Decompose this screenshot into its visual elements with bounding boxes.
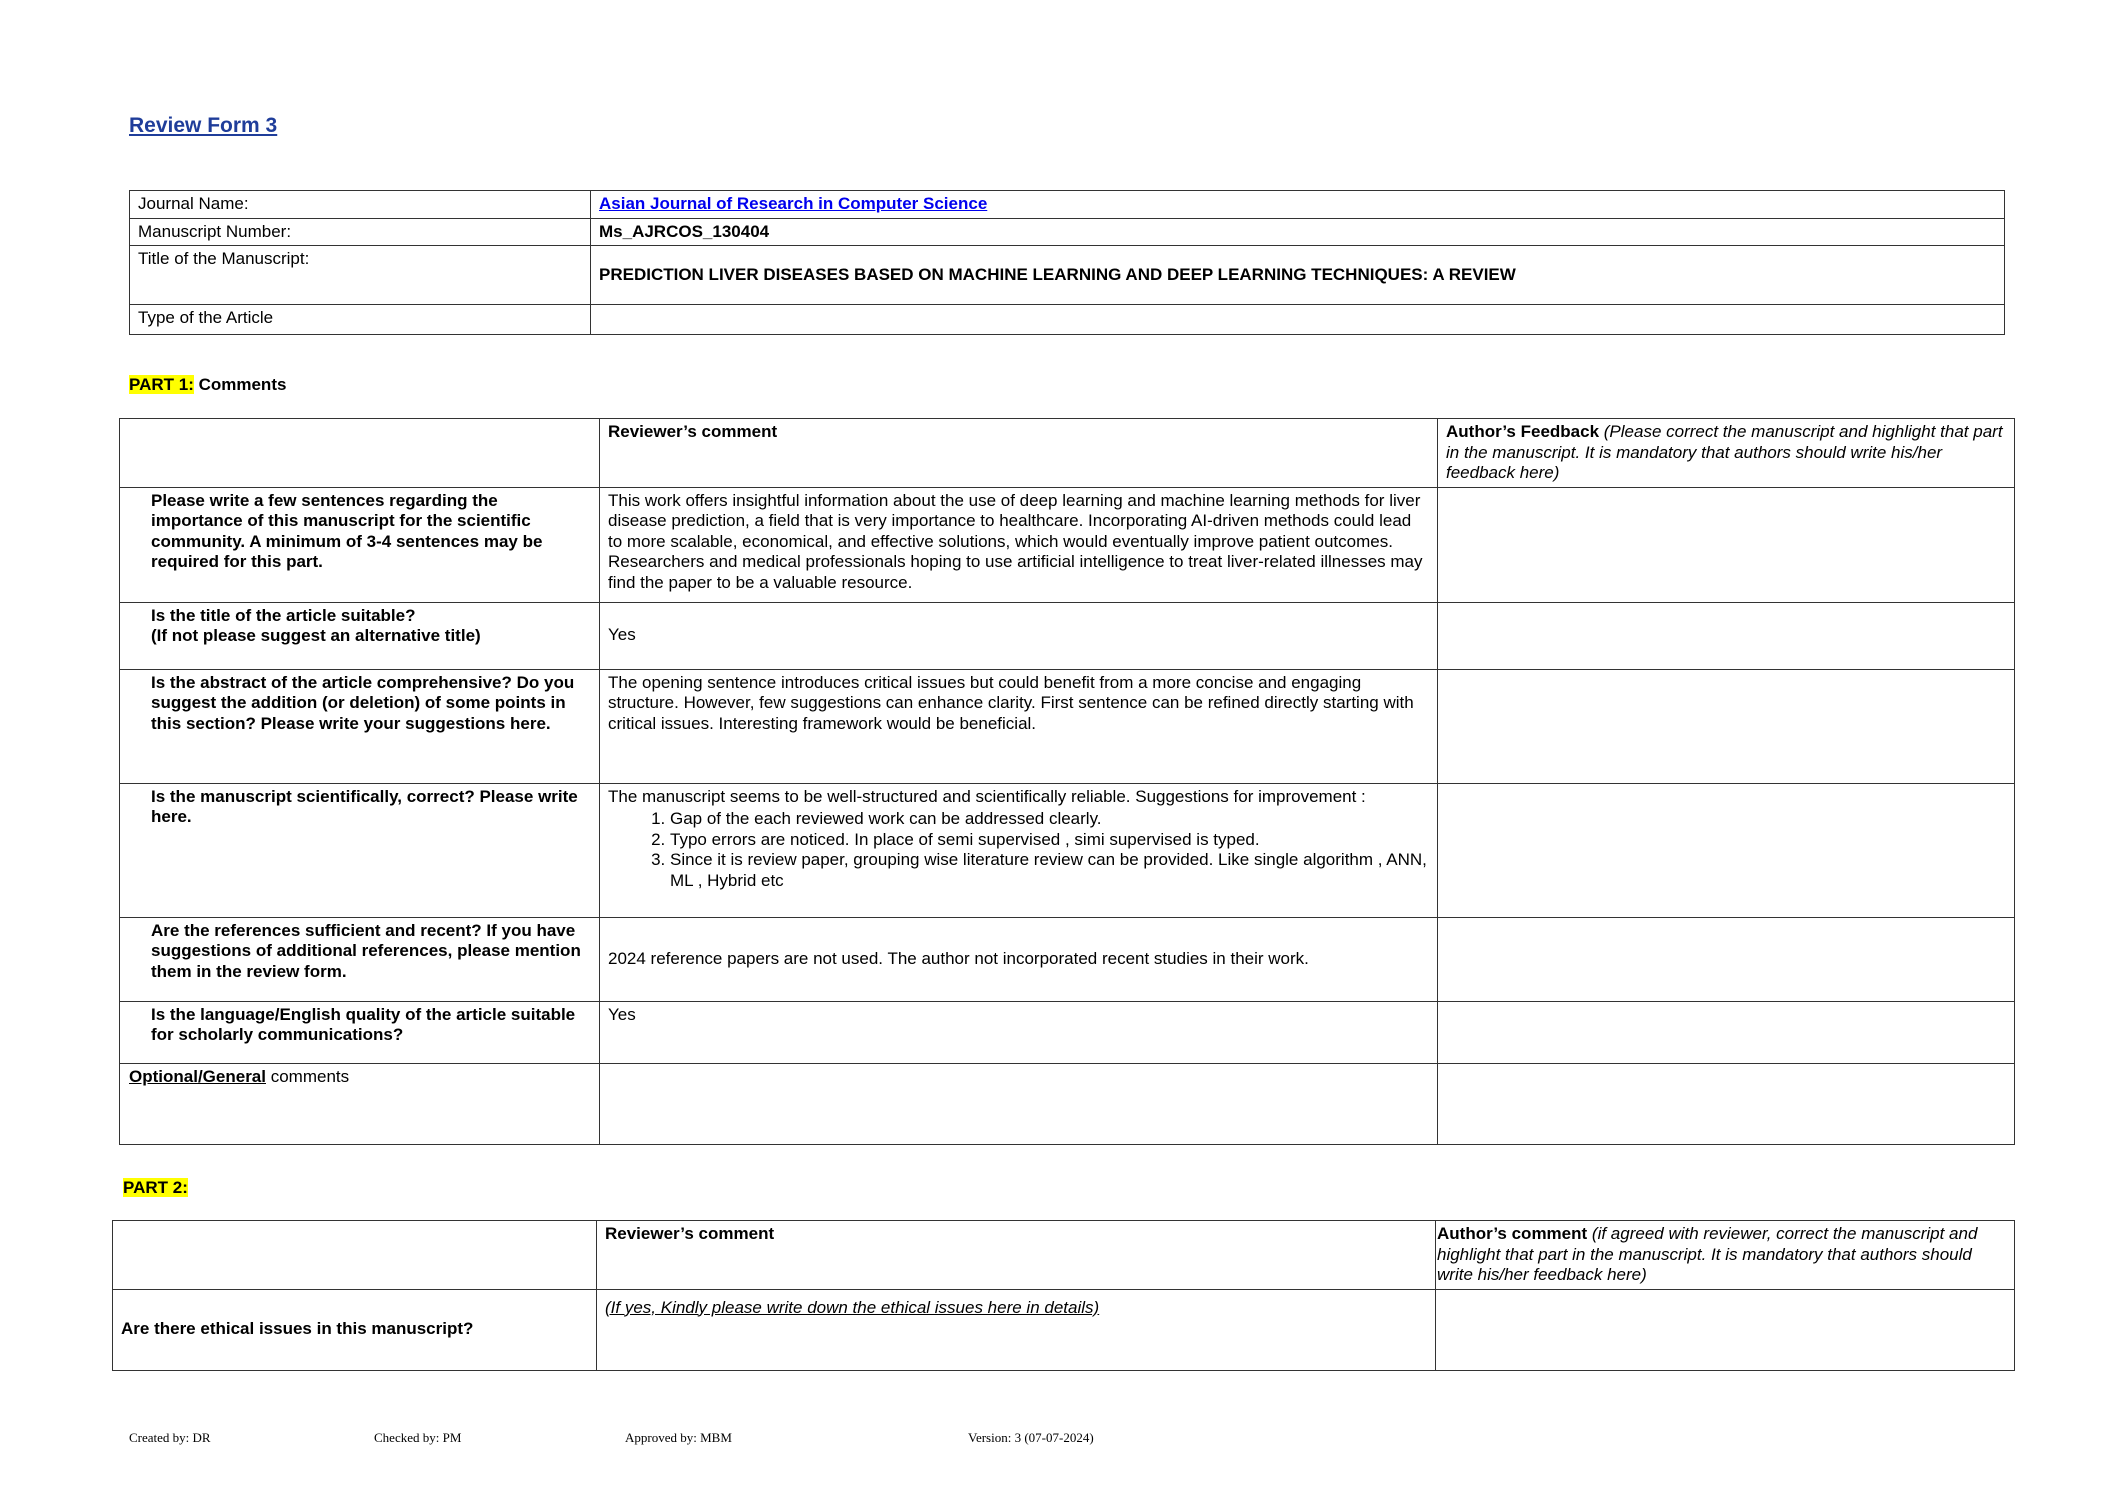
part1-label: PART 1: [129,375,194,394]
manuscript-title-value: PREDICTION LIVER DISEASES BASED ON MACHINE LEARNING AND DEEP LEARNING TECHNIQUES: A REVIEW [591,246,2005,305]
author-feedback-cell[interactable] [1438,487,2015,602]
author-comment-header-bold: Author’s comment [1437,1224,1588,1243]
question: Are the references sufficient and recent? If you have suggestions of additional references, please mention them in the review form. [120,917,600,1001]
reviewer-comment [600,783,1438,917]
author-feedback-header-note: (Please correct the manuscript and highlight that part in the manuscript. It is mandatory that authors should write his/her feedback here) [1446,422,2003,482]
question: Is the manuscript scientifically, correct? Please write here. [120,783,600,917]
suggestion-item: 1. Gap of the each reviewed work can be addressed clearly. [670,809,1429,830]
author-feedback-cell[interactable] [1438,602,2015,669]
reviewer-comment-intro: The manuscript seems to be well-structured and scientifically reliable. Suggestions for improvement : [608,786,1366,806]
footer-version: Version: 3 (07-07-2024) [968,1430,1094,1445]
ethics-question: Are there ethical issues in this manuscript? [113,1289,597,1370]
part1-heading [129,375,286,395]
part1-comments-table [119,418,2015,1145]
part2-heading [123,1178,188,1198]
table-row [120,1001,2015,1063]
manuscript-title-label: Title of the Manuscript: [130,246,591,305]
footer-approved: Approved by: MBM [625,1430,732,1445]
question: Is the abstract of the article comprehensive? Do you suggest the addition (or deletion) of some points in this section? Please write your suggestions here. [120,669,600,783]
footer-checked: Checked by: PM [374,1430,462,1445]
part1-suffix: Comments [193,375,287,394]
question: Is the title of the article suitable? (If not please suggest an alternative title) [120,602,600,669]
reviewer-comment[interactable] [600,1063,1438,1144]
form-title[interactable]: Review Form 3 [129,114,278,137]
suggestion-item: 3. Since it is review paper, grouping wise literature review can be provided. Like single algorithm , ANN, ML , Hybrid etc [670,850,1429,891]
optional-comments-label [120,1063,600,1144]
optional-label-a: Optional [129,1066,198,1086]
suggestion-list [608,809,1429,891]
author-feedback-header-bold: Author’s Feedback [1446,422,1600,441]
optional-label-b: /General [197,1066,266,1086]
part2-label: PART 2: [123,1178,188,1197]
suggestion-item: 2. Typo errors are noticed. In place of semi supervised , simi supervised is typed. [670,830,1429,851]
reviewer-comment-header: Reviewer’s comment [600,419,1438,488]
footer-created: Created by: DR [129,1430,211,1445]
author-feedback-cell[interactable] [1438,783,2015,917]
author-comment-cell[interactable] [1436,1289,2015,1370]
article-type-value[interactable] [591,305,2005,335]
table-row [113,1289,2015,1370]
reviewer-comment-header: Reviewer’s comment [597,1221,1436,1290]
question: Please write a few sentences regarding the importance of this manuscript for the scientific community. A minimum of 3-4 sentences may be required for this part. [120,487,600,602]
table-row [120,602,2015,669]
author-feedback-cell[interactable] [1438,1001,2015,1063]
reviewer-comment: This work offers insightful information about the use of deep learning and machine learning methods for liver disease prediction, a field that is very importance to healthcare. Incorporating AI-driven methods could lead to more scalable, economical, and effective solutions, which would eventually improve patient outcomes. Researchers and medical professionals hoping to use artificial intelligence to treat liver-related illnesses may find the paper to be a valuable resource. [600,487,1438,602]
optional-label-c: comments [266,1066,350,1086]
author-comment-header-note: (if agreed with reviewer, correct the manuscript and highlight that part in the manuscript. It is mandatory that authors should write his/her feedback here) [1437,1224,1978,1284]
reviewer-comment: Yes [600,602,1438,669]
manuscript-number-value: Ms_AJRCOS_130404 [591,218,2005,246]
manuscript-info-table [129,190,2005,335]
table-row [120,487,2015,602]
manuscript-number-label: Manuscript Number: [130,218,591,246]
author-feedback-cell[interactable] [1438,917,2015,1001]
table-row [120,669,2015,783]
author-comment-header [1436,1221,2015,1290]
reviewer-comment: Yes [600,1001,1438,1063]
table-row [120,1063,2015,1144]
author-feedback-cell[interactable] [1438,1063,2015,1144]
journal-label: Journal Name: [130,191,591,219]
question: Is the language/English quality of the article suitable for scholarly communications? [120,1001,600,1063]
part2-ethics-table [112,1220,2015,1371]
reviewer-comment: 2024 reference papers are not used. The author not incorporated recent studies in their work. [600,917,1438,1001]
table-row [120,783,2015,917]
author-feedback-cell[interactable] [1438,669,2015,783]
article-type-label: Type of the Article [130,305,591,335]
table-row [120,917,2015,1001]
journal-link[interactable]: Asian Journal of Research in Computer Science [599,194,988,213]
author-feedback-header [1438,419,2015,488]
reviewer-comment: The opening sentence introduces critical issues but could benefit from a more concise and engaging structure. However, few suggestions can enhance clarity. First sentence can be refined directly starting with critical issues. Interesting framework would be beneficial. [600,669,1438,783]
ethics-comment: (If yes, Kindly please write down the ethical issues here in details) [605,1297,1100,1317]
